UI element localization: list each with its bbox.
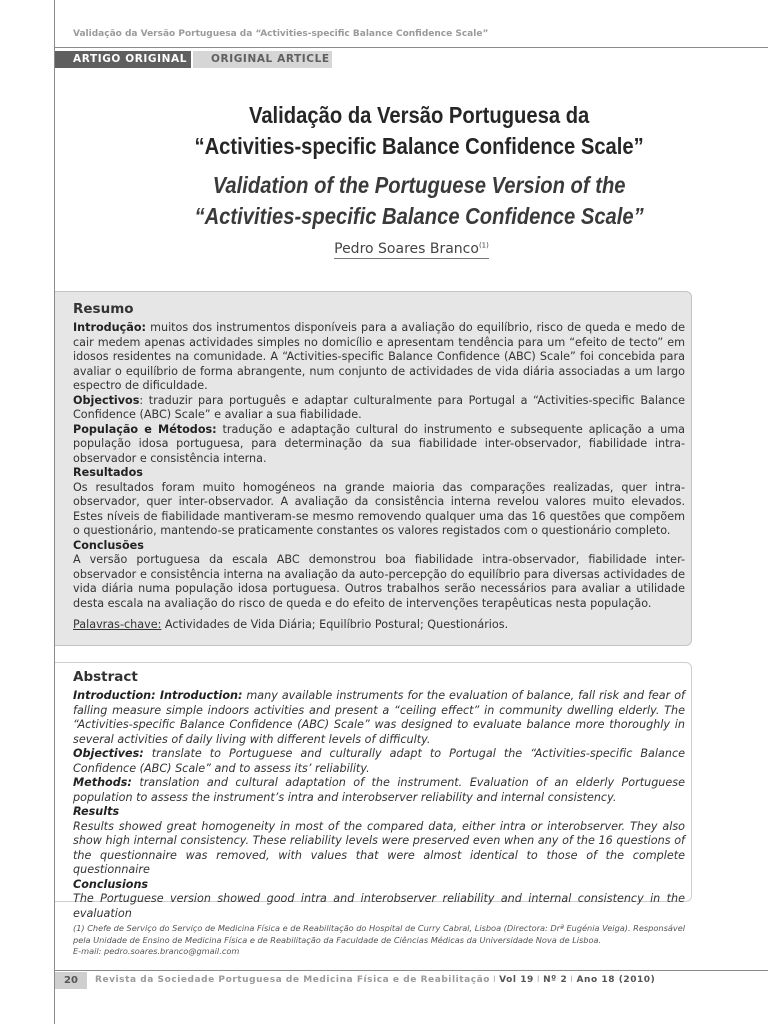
title-pt-line-2: “Activities-specific Balance Confidence Scale” [194, 133, 644, 159]
resumo-conclusions-label [73, 539, 685, 554]
abstract-introduction [73, 689, 685, 747]
journal-name: Revista da Sociedade Portuguesa de Medicina Física e de Reabilitação [95, 975, 490, 985]
resumo-intro-text: muitos dos instrumentos disponíveis para a avaliação do equilíbrio, risco de queda e medo de cair medem apenas actividades simples no domicílio e apresentam tendência para um “efeito de tecto” em idosos residentes na comunidade. A “Activities-specific Balance Confidence (ABC) Scale” foi concebida para avaliar o equilíbrio de forma abrangente, num conjunto de actividades de vida diária associadas a um largo espectro de dificuldade. [73, 321, 685, 392]
resumo-conc-label: Conclusões [73, 538, 144, 552]
journal-volume: Vol 19 [499, 975, 534, 985]
abstract-conc-label: Conclusions [73, 877, 149, 891]
resumo-met-text: tradução e adaptação cultural do instrumento e subsequente aplicação a uma população idosa portuguesa, para determinação da sua fiabilidade inter-observador, fiabilidade intra-observador e consistência interna. [73, 422, 685, 465]
resumo-objectives [73, 394, 685, 423]
affiliation-footnote [73, 923, 688, 958]
resumo-body [73, 321, 685, 633]
article-type-tag-en: ORIGINAL ARTICLE [193, 51, 332, 68]
title-pt-line-1: Validação da Versão Portuguesa da [248, 102, 590, 128]
abstract-intro-text: many available instruments for the evaluation of balance, fall risk and fear of falling measure simple indoors activities and present a “ceiling effect” in community dwelling elderly. The “Activities-specific Balance Confidence (ABC) Scale” was designed to evaluate balance more thoroughly in several activities of daily living with different levels of difficulty. [73, 689, 685, 746]
footnote-affiliation: (1) Chefe de Serviço do Serviço de Medicina Física e de Reabilitação do Hospital de Curry Cabral, Lisboa (Directora: Drª Eugénia Veiga). Responsável pela Unidade de Ensino de Medicina Física e de Reabilitação da Faculdade de Ciências Médicas da Universidade Nova de Lisboa. [73, 923, 686, 945]
resumo-met-label: População e Métodos: [73, 422, 217, 436]
footer-separator: I [536, 975, 541, 985]
footer-separator: I [570, 975, 574, 985]
header-rule [54, 47, 768, 48]
resumo-results-text: Os resultados foram muito homogéneos na grande maioria das comparações realizadas, quer intra-observador, quer inter-observador. A avaliação da consistência interna revelou valores muito elevados. Estes níveis de fiabilidade mantiveram-se mesmo removendo qualquer uma das 16 questões que compõem o questionário, mantendo-se praticamente constantes os valores registados com o questionário completo. [73, 480, 685, 537]
abstract-obj-text: translate to Portuguese and culturally adapt to Portugal the “Activities-specific Balance Confidence (ABC) Scale” and to assess its’ reliability. [73, 747, 685, 775]
journal-footer [95, 975, 655, 985]
resumo-methods [73, 423, 685, 467]
article-type-tag-pt: ARTIGO ORIGINAL [55, 51, 191, 68]
author-affiliation-marker: (1) [478, 241, 489, 250]
abstract-results-text: Results showed great homogeneity in most of the compared data, either intra or interobserver. They also show high internal consistency. These reliability levels were preserved even when any of the 16 questions of the questionnaire was removed, with values that were almost identical to those of the complete questionnaire [73, 819, 685, 876]
resumo-res-label: Resultados [73, 466, 143, 479]
abstract-intro-label: Introduction: Introduction: [73, 689, 243, 702]
footnote-email[interactable]: E-mail: pedro.soares.branco@gmail.com [73, 946, 240, 956]
resumo-introduction [73, 321, 685, 394]
abstract-met-text: translation and cultural adaptation of the instrument. Evaluation of an elderly Portuguese population to assess the instrument’s intra and interobserver reliability and internal consistency. [73, 776, 685, 804]
journal-number: Nº 2 [543, 975, 568, 985]
resumo-obj-text: : traduzir para português e adaptar culturalmente para Portugal a “Activities-specific Balance Confidence (ABC) Scale” e avaliar a sua fiabilidade. [73, 393, 685, 421]
footer-rule [54, 970, 768, 971]
resumo-obj-label: Objectivos [73, 393, 140, 407]
author-name-text: Pedro Soares Branco [334, 241, 479, 257]
abstract-conclusions-label [73, 878, 685, 893]
resumo-intro-label: Introdução: [73, 321, 146, 334]
author-name[interactable] [334, 241, 489, 259]
keywords-label: Palavras-chave: [73, 618, 162, 631]
journal-year: Ano 18 (2010) [576, 975, 656, 985]
resumo-box [55, 291, 692, 646]
abstract-methods [73, 776, 685, 805]
keywords-text: Actividades de Vida Diária; Equilíbrio Postural; Questionários. [161, 618, 509, 631]
abstract-conclusions-text: The Portuguese version showed good intra and interobserver reliability and internal consistency in the evaluation [73, 892, 685, 920]
running-head: Validação da Versão Portuguesa da “Activities-specific Balance Confidence Scale” [73, 29, 489, 39]
abstract-box [55, 662, 692, 920]
resumo-conclusions-text: A versão portuguesa da escala ABC demonstrou boa fiabilidade intra-observador, fiabilidade inter-observador e consistência interna na avaliação da auto-percepção do equilíbrio para diversas actividades de vida diária numa população idosa portuguesa. Outros trabalhos serão necessários para avaliar a utilidade desta escala na avaliação do risco de queda e do efeito de intervenções terapêuticas nesta população. [73, 553, 685, 610]
abstract-results-label [73, 805, 685, 820]
footer-separator: I [492, 975, 497, 985]
abstract-heading: Abstract [73, 669, 138, 685]
resumo-results-label [73, 466, 685, 481]
title-en-line-1: Validation of the Portuguese Version of the [212, 172, 626, 198]
resumo-heading: Resumo [73, 301, 134, 317]
page-number: 20 [55, 972, 87, 989]
title-en-line-2: “Activities-specific Balance Confidence Scale” [194, 203, 644, 229]
author-line [55, 241, 768, 257]
abstract-met-label: Methods: [73, 776, 132, 789]
abstract-res-label: Results [73, 805, 120, 818]
resumo-keywords [73, 618, 685, 633]
abstract-obj-label: Objectives: [73, 747, 144, 760]
abstract-body [73, 689, 685, 921]
abstract-objectives [73, 747, 685, 776]
